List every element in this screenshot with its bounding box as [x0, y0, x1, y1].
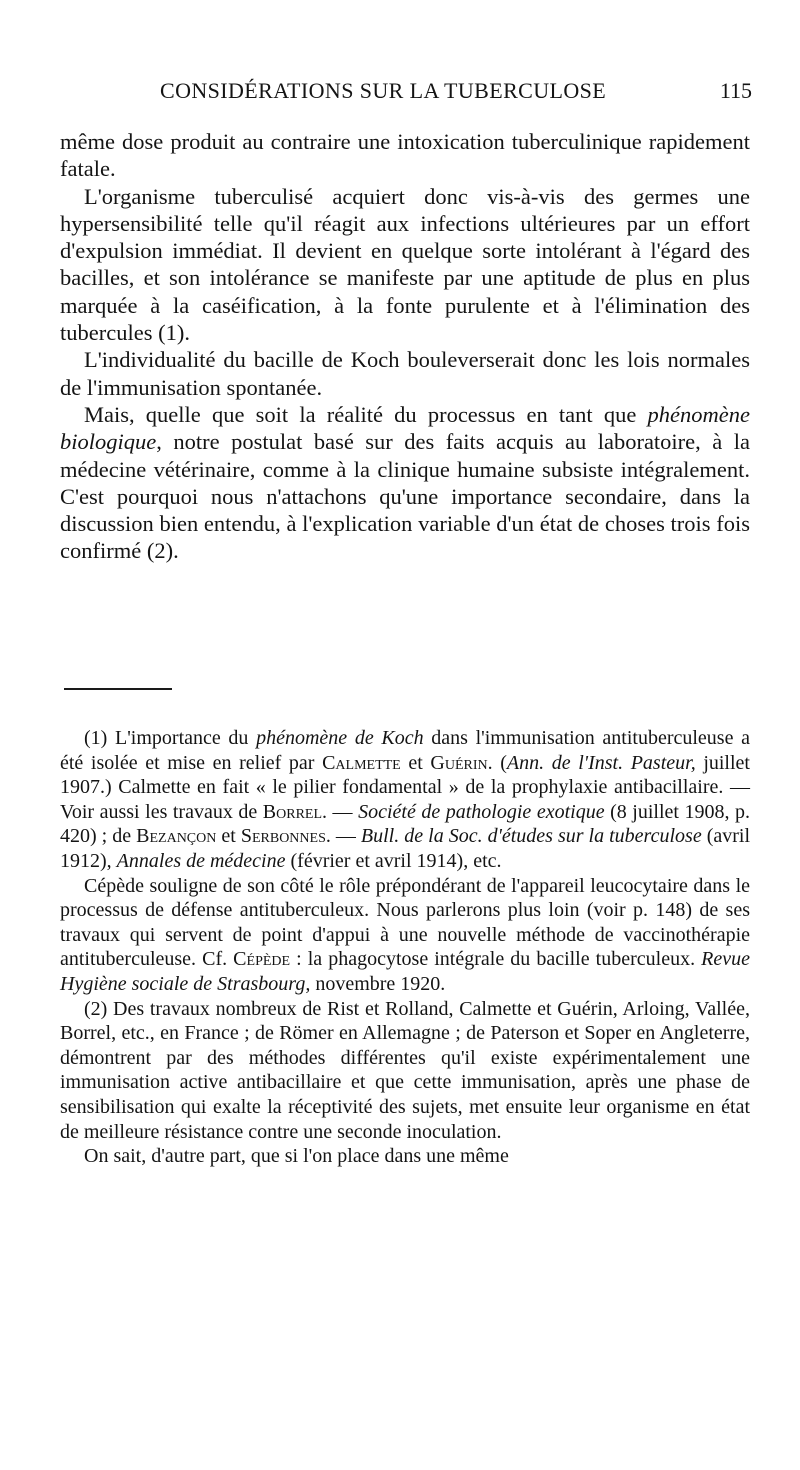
text-run: . ( — [487, 751, 507, 774]
journal-title: Ann. de l'Inst. Pasteur, — [506, 751, 696, 774]
italic-term: phénomène biologique — [60, 401, 750, 455]
author-name: Guérin — [430, 751, 488, 774]
footnote-2: (2) Des travaux nombreux de Rist et Rolland, Calmette et Guérin, Arloing, Vallée, Borrel, etc., en France ; de Römer en Allemagne ; de Paterson et Soper en Angleterre, démontrent par des méthodes différentes qu'il existe expérimentalement une immunisation active antibacillaire et que cette immunisation, après une phase de sensibilisation qui exalte la réceptivité des sujets, met ensuite leur organisme en état de meilleure résistance contre une seconde inoculation. — [60, 997, 750, 1143]
text-run: juillet 1907.) Calmette en fait « le pilier fondamental » de la prophylaxie antibacillaire. — Voir aussi les travaux de — [60, 751, 750, 823]
author-name: Borrel — [262, 800, 323, 823]
footnote-1 — [60, 726, 750, 874]
paragraph-hypersensitivity: L'organisme tuberculisé acquiert donc vis-à-vis des germes une hypersensibilité telle qu'il réagit aux infections ultérieures par un effort d'expulsion immédiat. Il devient en quelque sorte intolérant à l'égard des bacilles, et son intolérance se manifeste par une aptitude de plus en plus marquée à la caséification, à la fonte purulente et à l'élimination des tubercules (1). — [60, 183, 750, 346]
footnotes — [60, 726, 750, 1169]
footnote-1-continued — [60, 874, 750, 997]
paragraph-koch-individuality: L'individualité du bacille de Koch bouleverserait donc les lois normales de l'immunisation spontanée. — [60, 347, 750, 400]
journal-title: Société de pathologie exotique — [358, 800, 605, 823]
author-name: Cépède — [233, 948, 291, 971]
journal-title: Bull. de la Soc. d'études sur la tuberculose — [360, 825, 702, 848]
italic-term: phénomène de Koch — [256, 727, 424, 749]
text-run: et — [400, 751, 431, 774]
text-run: (avril 1912), — [60, 825, 751, 872]
author-name: Calmette — [322, 751, 401, 774]
text-run: (1) L'importance du — [84, 727, 257, 749]
running-title: CONSIDÉRATIONS SUR LA TUBERCULOSE — [160, 78, 607, 103]
text-run: (8 juillet 1908, p. 420) ; de — [60, 800, 751, 848]
paragraph-continued: même dose produit au contraire une intoxication tuberculinique rapidement fatale. — [60, 129, 750, 182]
author-name: Bezançon — [136, 825, 217, 848]
paragraph-postulate — [60, 401, 750, 565]
text-run: Mais, quelle que soit la réalité du processus en tant que — [84, 401, 648, 427]
text-run: novembre 1920. — [310, 972, 446, 995]
text-run: : la phagocytose intégrale du bacille tuberculeux. — [290, 948, 702, 971]
running-head — [60, 78, 752, 112]
author-name: Serbonnes — [240, 825, 326, 848]
text-run: Cépède souligne de son côté le rôle prépondérant de l'appareil leucocytaire dans le processus de défense antituberculeux. Nous parlerons plus loin (voir p. 148) de ses travaux qui servent de point d'appui à une nouvelle méthode de vaccinothérapie antituberculeuse. Cf. — [60, 874, 750, 971]
text-run: et — [216, 825, 241, 848]
journal-title: Revue Hygiène sociale de Strasbourg, — [60, 948, 750, 995]
footnote-2-continued: On sait, d'autre part, que si l'on place dans une même — [84, 1145, 509, 1168]
journal-title: Annales de médecine — [116, 849, 286, 872]
page-number: 115 — [719, 78, 752, 103]
text-run: , notre postulat basé sur des faits acquis au laboratoire, à la médecine vétérinaire, comme à la clinique humaine subsiste intégralement. C'est pourquoi nous n'attachons qu'une importance secondaire, dans la discussion bien entendu, à l'explication variable d'un état de choses trois fois confirmé (2). — [60, 429, 750, 564]
text-run: (février et avril 1914), etc. — [285, 849, 502, 872]
text-run: . — — [325, 825, 361, 848]
text-run: . — — [322, 800, 359, 823]
body-text — [60, 128, 750, 565]
footnote-separator — [64, 688, 172, 690]
text-run: dans l'immunisation antituberculeuse a été isolée et mise en relief par — [60, 727, 750, 774]
